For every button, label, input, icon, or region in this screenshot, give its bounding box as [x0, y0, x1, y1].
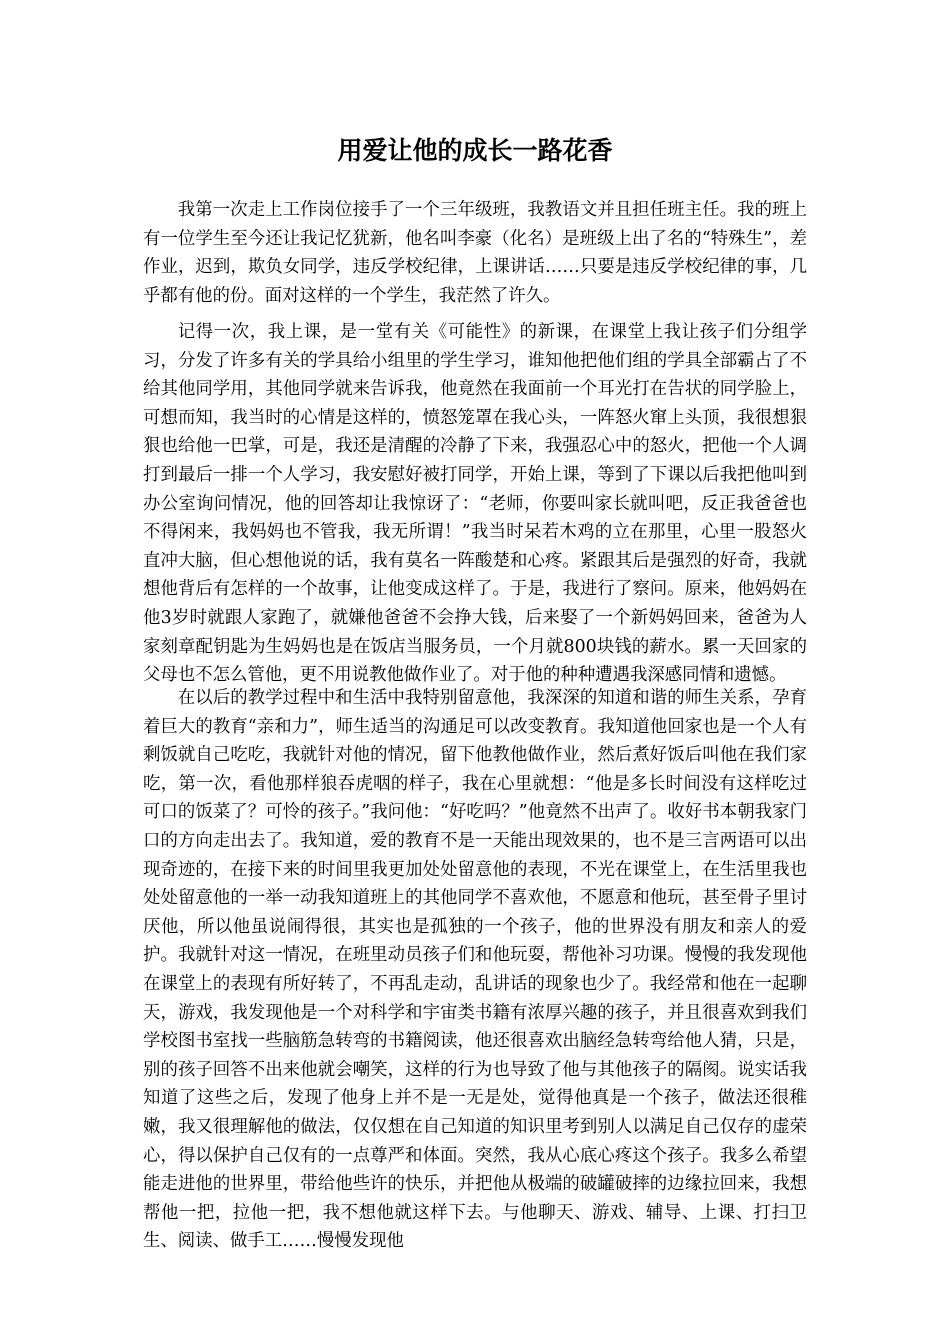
paragraph-3: 在以后的教学过程中和生活中我特别留意他，我深深的知道和谐的师生关系，孕育着巨大的教育“亲和力”，师生适当的沟通足可以改变教育。我知道他回家也是一个人有剩饭就自己吃吃，我就针对他的情况，留下他教他做作业，然后煮好饭后叫他在我们家吃，第一次，看他那样狼吞虎咽的样子，我在心里就想：“他是多长时间没有这样吃过可口的饭菜了？可怜的孩子。”我问他：“好吃吗？”他竟然不出声了。收好书本朝我家门口的方向走出去了。我知道，爱的教育不是一天能出现效果的，也不是三言两语可以出现奇迹的，在接下来的时间里我更加处处留意他的表现，不光在课堂上，在生活里我也处处留意他的一举一动我知道班上的其他同学不喜欢他，不愿意和他玩，甚至骨子里讨厌他，所以他虽说闹得很，其实也是孤独的一个孩子，他的世界没有朋友和亲人的爱护。我就针对这一情况，在班里动员孩子们和他玩耍，帮他补习功课。慢慢的我发现他在课堂上的表现有所好转了，不再乱走动，乱讲话的现象也少了。我经常和他在一起聊天，游戏，我发现他是一个对科学和宇宙类书籍有浓厚兴趣的孩子，并且很喜欢到我们学校图书室找一些脑筋急转弯的书籍阅读，他还很喜欢出脑经急转弯给他人猜，只是，别的孩子回答不出来他就会嘲笑，这样的行为也导致了他与其他孩子的隔阂。说实话我知道了这些之后，发现了他身上并不是一无是处，觉得他真是一个孩子，做法还很稚嫩，我又很理解他的做法，仅仅想在自己知道的知识里考到别人以满足自己仅存的虚荣心，得以保护自己仅有的一点尊严和体面。突然，我从心底心疼这个孩子。我多么希望能走进他的世界里，带给他些许的快乐，并把他从极端的破罐破摔的边缘拉回来，我想帮他一把，拉他一把，我不想他就这样下去。与他聊天、游戏、辅导、上课、打扫卫生、阅读、做手工……慢慢发现他 [143, 688, 807, 1252]
paragraph-1: 我第一次走上工作岗位接手了一个三年级班，我教语文并且担任班主任。我的班上有一位学生至今还让我记忆犹新，他名叫李豪（化名）是班级上出了名的“特殊生”，差作业，迟到，欺负女同学，违反学校纪律，上课讲话……只要是违反学校纪律的事，几乎都有他的份。面对这样的一个学生，我茫然了许久。 [143, 200, 807, 306]
document-title: 用爱让他的成长一路花香 [337, 136, 613, 165]
paragraph-2: 记得一次，我上课，是一堂有关《可能性》的新课，在课堂上我让孩子们分组学习，分发了许多有关的学具给小组里的学生学习，谁知他把他们组的学具全部霸占了不给其他同学用，其他同学就来告诉我，他竟然在我面前一个耳光打在告状的同学脸上，可想而知，我当时的心情是这样的，愤怒笼罩在我心头，一阵怒火窜上头顶，我很想狠狠也给他一巴掌，可是，我还是清醒的冷静了下来，我强忍心中的怒火，把他一个人调打到最后一排一个人学习，我安慰好被打同学，开始上课，等到了下课以后我把他叫到办公室询问情况，他的回答却让我惊讶了：“老师，你要叫家长就叫吧，反正我爸爸也不得闲来，我妈妈也不管我，我无所谓！”我当时呆若木鸡的立在那里，心里一股怒火直冲大脑，但心想他说的话，我有莫名一阵酸楚和心疼。紧跟其后是强烈的好奇，我就想他背后有怎样的一个故事，让他变成这样了。于是，我进行了察问。原来，他妈妈在他3岁时就跟人家跑了，就嫌他爸爸不会挣大钱，后来娶了一个新妈妈回来，爸爸为人家刻章配钥匙为生妈妈也是在饭店当服务员，一个月就800块钱的薪水。累一天回家的父母也不怎么管他，更不用说教他做作业了。对于他的种种遭遇我深感同情和遗憾。 [143, 322, 807, 686]
document-page [143, 0, 807, 1344]
